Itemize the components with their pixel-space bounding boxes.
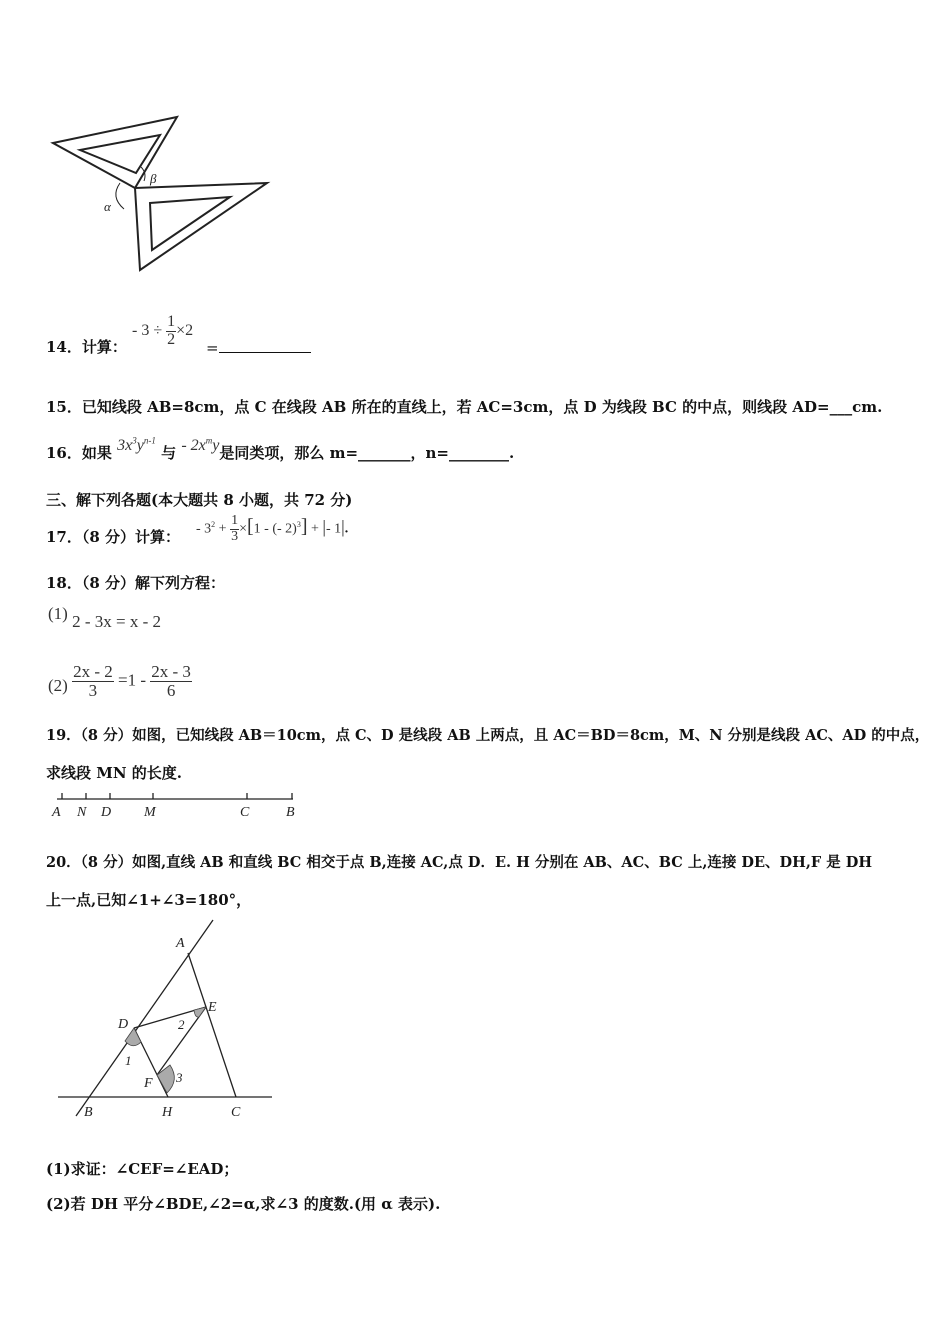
- label-2: 2: [178, 1017, 185, 1032]
- segment-figure: [40, 788, 310, 824]
- triangle-rulers-figure: [40, 105, 280, 280]
- q14-expression: - 3 ÷ $\frac{1}{2}$ ×2: [132, 313, 194, 348]
- q14-answer-blank: [219, 338, 311, 353]
- ruler-triangle-upper: [53, 117, 177, 188]
- label-C: C: [231, 1105, 241, 1120]
- question-20-line1: 20．（8 分）如图,直线 AB 和直线 BC 相交于点 B,连接 AC,点 D．E. H 分别在 AB、AC、BC 上,连接 DE、DH,F 是 DH: [46, 854, 873, 871]
- q16-term2: - $2x^my$: [181, 435, 220, 454]
- point-M: M: [144, 805, 156, 820]
- label-F: F: [144, 1076, 153, 1091]
- question-19-line2: 求线段 MN 的长度.: [46, 764, 182, 782]
- angle-alpha-arc: [116, 183, 124, 209]
- label-1: 1: [125, 1053, 132, 1068]
- question-14: [46, 336, 127, 357]
- question-18: 18．（8 分）解下列方程：: [46, 574, 226, 592]
- question-20-part2: (2)若 DH 平分∠BDE,∠2=α,求∠3 的度数.(用 α 表示).: [46, 1195, 441, 1213]
- question-19-line1: 19．（8 分）如图，已知线段 AB＝10cm，点 C、D 是线段 AB 上两点，且 AC＝BD＝8cm，M、N 分别是线段 AC、AD 的中点，: [46, 727, 930, 744]
- point-N: N: [77, 805, 87, 820]
- label-H: H: [162, 1105, 173, 1120]
- point-B: B: [286, 805, 295, 820]
- point-A: A: [52, 805, 61, 820]
- ruler-triangle-lower-inner: [150, 197, 230, 250]
- q14-answer: =: [206, 338, 311, 357]
- q14-label: 14．计算：: [46, 338, 127, 356]
- alpha-label: α: [104, 199, 111, 214]
- point-C: C: [240, 805, 250, 820]
- q17-expression: - $3^2$ + $\frac{1}{3}$ ×[1 - (- 2)$^3$] + |- 1|.: [196, 513, 349, 544]
- section-3-heading: 三、解下列各题(本大题共 8 小题，共 72 分): [46, 491, 353, 509]
- geometry-figure: [48, 918, 288, 1128]
- q14-fraction: $\frac{1}{2}$: [167, 313, 176, 348]
- label-E: E: [208, 1000, 217, 1015]
- question-17: 17．（8 分）计算：: [46, 528, 181, 546]
- question-20-part1: (1)求证：∠CEF=∠EAD；: [46, 1160, 239, 1178]
- question-20-line2: 上一点,已知∠1+∠3=180°，: [46, 891, 252, 909]
- angle-3-mark: [157, 1065, 174, 1093]
- q17-fraction: $\frac{1}{3}$: [231, 513, 239, 544]
- point-D: D: [101, 805, 112, 820]
- q18-equation-2: (2) $\frac{2x - 2}{3}$ =1 - $\frac{2x - 3}{6}$: [48, 662, 191, 700]
- angle-2-mark: [194, 1007, 206, 1017]
- ruler-triangle-lower: [135, 183, 267, 270]
- label-A: A: [176, 936, 185, 951]
- label-B: B: [84, 1105, 93, 1120]
- beta-label: β: [150, 171, 157, 186]
- label-3: 3: [176, 1070, 183, 1085]
- label-D: D: [118, 1017, 129, 1032]
- q16-term1: $3x^3y^{n-1}$: [117, 435, 156, 454]
- question-16: 16．如果 $3x^3y^{n-1}$ 与 - $2x^my$是同类项，那么 m=_______，n=________.: [46, 435, 515, 462]
- segment-AC: [188, 953, 236, 1097]
- question-15: 15．已知线段 AB=8cm，点 C 在线段 AB 所在的直线上，若 AC=3cm，点 D 为线段 BC 的中点，则线段 AD=___cm.: [46, 398, 883, 416]
- q18-equation-1: (1) 2 - 3x = x - 2: [48, 604, 161, 631]
